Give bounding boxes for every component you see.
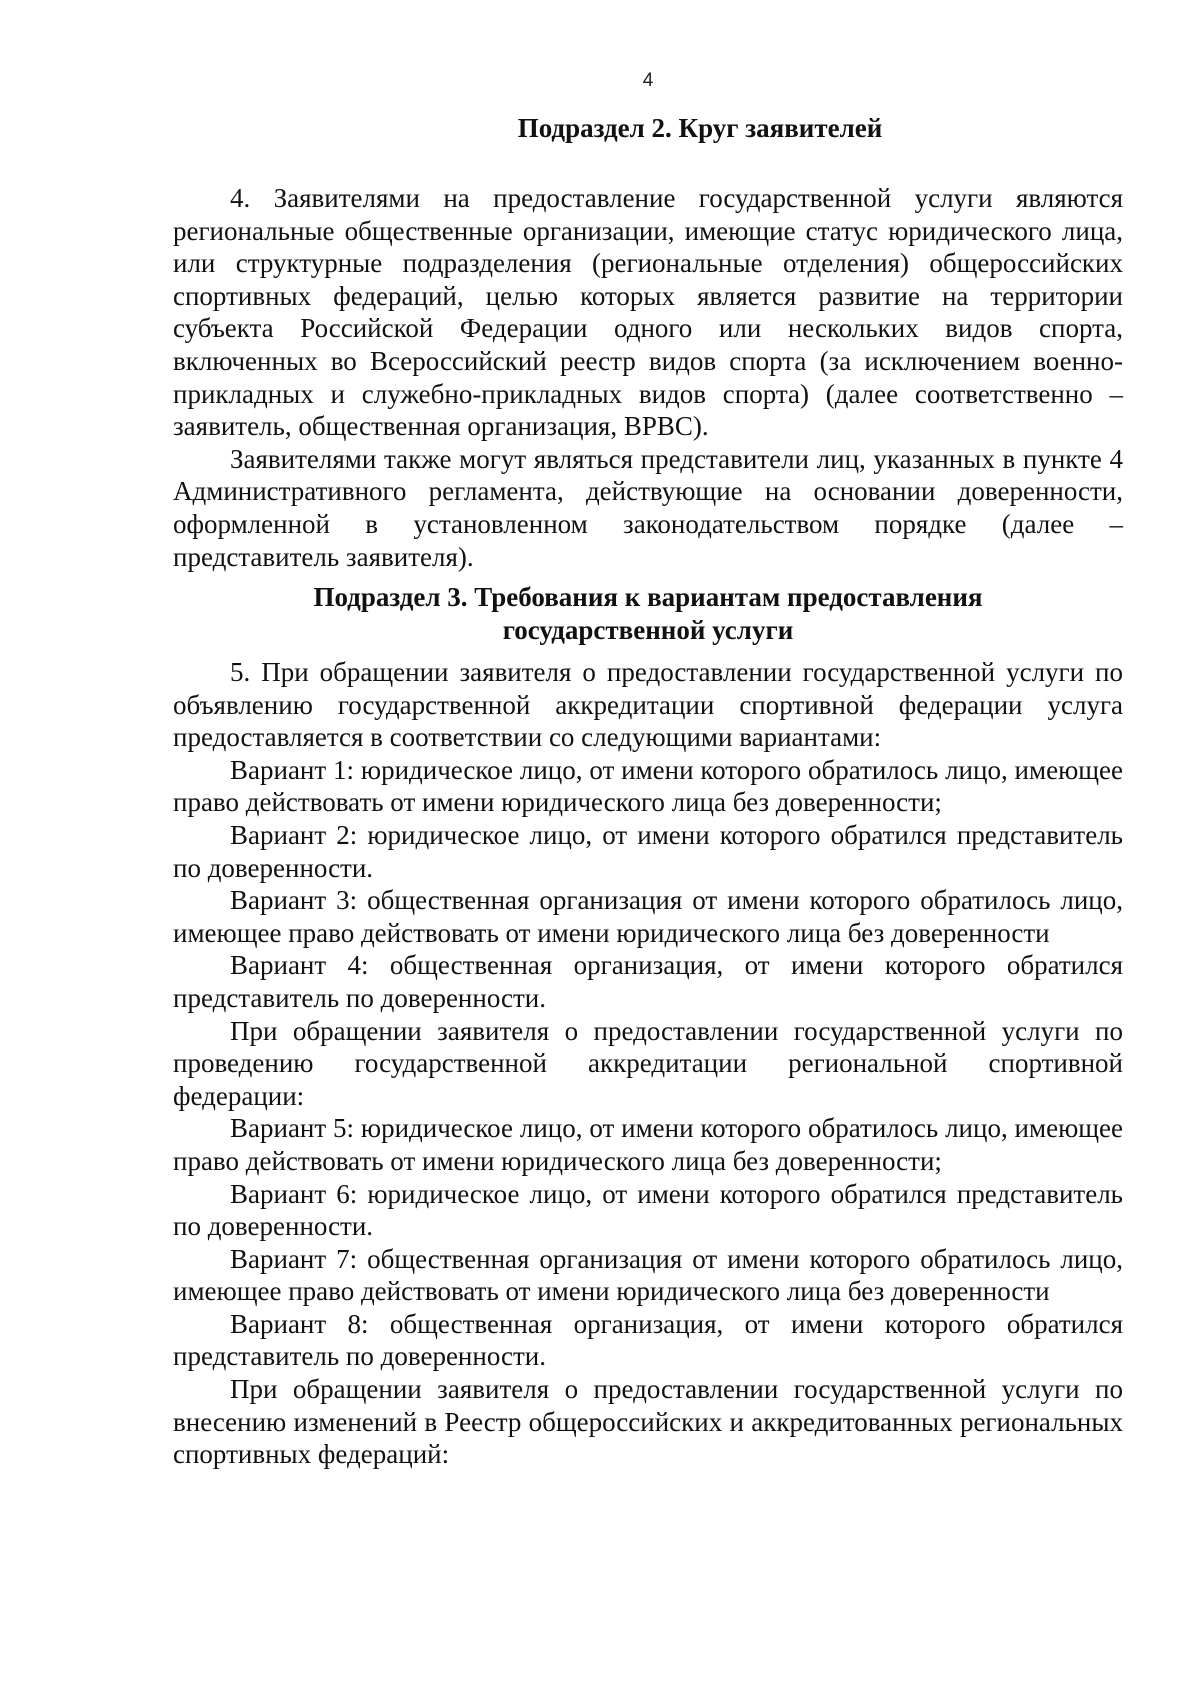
section-2-heading: Подраздел 2. Круг заявителей	[517, 113, 883, 143]
section-2-body	[173, 182, 1123, 573]
section-3-heading	[173, 581, 1123, 646]
paragraph-variant-2: Вариант 2: юридическое лицо, от имени которого обратился представитель по доверенности.	[173, 819, 1123, 883]
paragraph-variant-5: Вариант 5: юридическое лицо, от имени которого обратилось лицо, имеющее право действовать от имени юридического лица без доверенности;	[173, 1113, 1123, 1176]
section-2-header	[173, 112, 1123, 145]
page-number: 4	[642, 70, 654, 91]
paragraph-accreditation-intro: При обращении заявителя о предоставлении государственной услуги по проведению государственной аккредитации региональной спортивной федерации:	[173, 1015, 1123, 1111]
paragraph-variant-3: Вариант 3: общественная организация от имени которого обратилось лицо, имеющее право действовать от имени юридического лица без доверенности	[173, 885, 1123, 948]
section-3-heading-line-2: государственной услуги	[502, 614, 794, 645]
paragraph-variant-7: Вариант 7: общественная организация от имени которого обратилось лицо, имеющее право действовать от имени юридического лица без доверенности	[173, 1243, 1123, 1307]
section-3-body	[173, 656, 1123, 1471]
paragraph-registry-changes-intro: При обращении заявителя о предоставлении государственной услуги по внесению изменений в Реестр общероссийских и аккредитованных региональных спортивных федераций:	[173, 1374, 1123, 1470]
paragraph-applicants: 4. Заявителями на предоставление государственной услуги являются региональные общественные организации, имеющие статус юридического лица, или структурные подразделения (региональные отделения) общероссийских спортивных федераций, целью которых является развитие на территории субъекта Российской Федерации одного или нескольких видов спорта, включенных во Всероссийский реестр видов спорта (за исключением военно-прикладных и служебно-прикладных видов спорта) (далее соответственно – заявитель, общественная организация, ВРВС).	[173, 183, 1123, 442]
paragraph-variant-8: Вариант 8: общественная организация, от имени которого обратился представитель по доверенности.	[173, 1308, 1123, 1372]
paragraph-variant-1: Вариант 1: юридическое лицо, от имени которого обратилось лицо, имеющее право действовать от имени юридического лица без доверенности;	[173, 754, 1123, 818]
paragraph-item-5: 5. При обращении заявителя о предоставлении государственной услуги по объявлению государственной аккредитации спортивной федерации услуга предоставляется в соответствии со следующими вариантами:	[173, 657, 1123, 753]
section-3-header	[173, 581, 1123, 646]
paragraph-variant-6: Вариант 6: юридическое лицо, от имени которого обратился представитель по доверенности.	[173, 1178, 1123, 1242]
paragraph-representatives: Заявителями также могут являться представители лиц, указанных в пункте 4 Административного регламента, действующие на основании доверенности, оформленной в установленном законодательством порядке (далее – представитель заявителя).	[173, 443, 1123, 572]
section-3-heading-line-1: Подраздел 3. Требования к вариантам предоставления	[313, 582, 983, 612]
paragraph-variant-4: Вариант 4: общественная организация, от имени которого обратился представитель по доверенности.	[173, 950, 1123, 1013]
